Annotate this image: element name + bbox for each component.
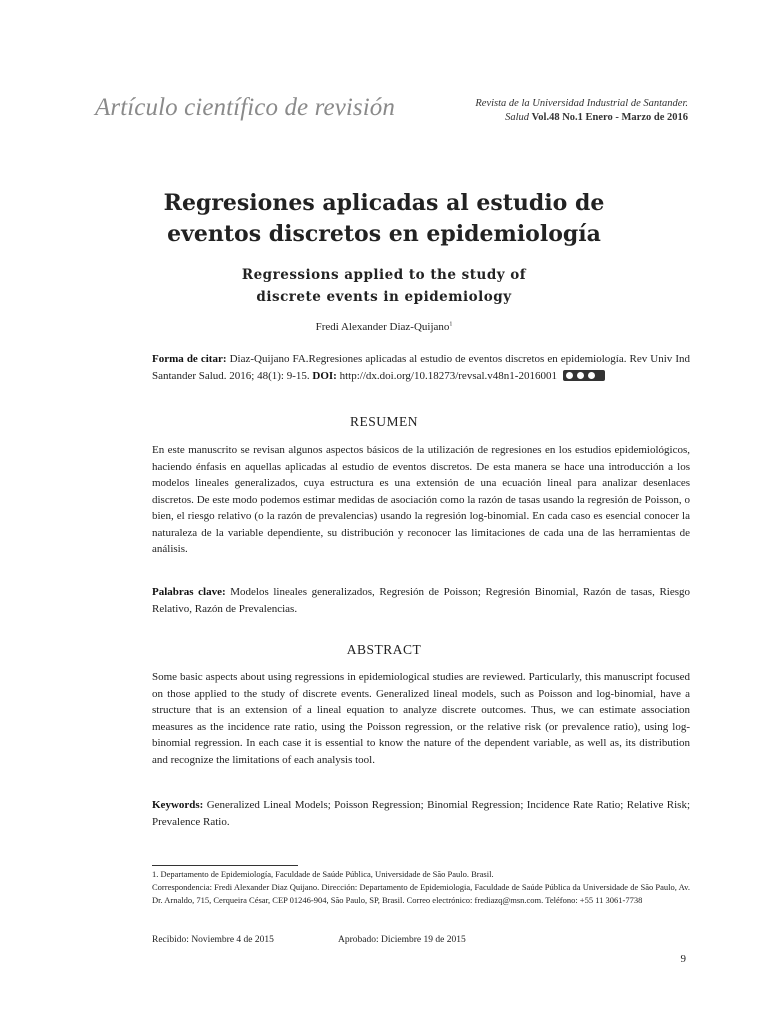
page-number: 9 <box>680 953 686 965</box>
keywords-text-en: Generalized Lineal Models; Poisson Regression; Binomial Regression; Incidence Rate Ratio; Relative Risk; Prevalence Ratio. <box>152 799 691 828</box>
author-name: Fredi Alexander Diaz-Quijano <box>315 321 450 333</box>
approved-date: Aprobado: Diciembre 19 de 2015 <box>338 935 466 945</box>
article-title <box>60 188 708 250</box>
subtitle-line-2: discrete events in epidemiology <box>256 289 512 305</box>
doi-link[interactable]: http://dx.doi.org/10.18273/revsal.v48n1-2016001 <box>339 370 557 382</box>
title-line-1: Regresiones aplicadas al estudio de <box>163 190 605 216</box>
received-date: Recibido: Noviembre 4 de 2015 <box>152 935 274 945</box>
author <box>60 321 708 333</box>
abstract-body: Some basic aspects about using regressions in epidemiological studies are reviewed. Particularly, this manuscript focused on those applied to the study of discrete events. Generalized lineal models, such as Poisson and log-binomial, have a structure that is an extension of a lineal equation to analyze discrete outcomes. Thus, we can estimate association measures as the incidence rate ratio, using the Poisson regression, or the relative risk (or prevalence ratio), using log-binomial regression. In each case it is essential to know the nature of the dependent variable, as well as, its distribution and recognize the limitations of each analysis tool. <box>152 671 690 766</box>
citation-block <box>152 351 690 385</box>
section-label: Artículo científico de revisión <box>95 94 396 121</box>
resumen-keywords <box>152 584 690 617</box>
subtitle-line-1: Regressions applied to the study of <box>241 267 527 283</box>
journal-info <box>475 97 688 125</box>
keywords-label-es: Palabras clave: <box>152 586 226 598</box>
article-subtitle <box>60 264 708 308</box>
citation-text: Diaz-Quijano FA.Regresiones aplicadas al estudio de eventos discretos en epidemiología. Rev Univ Ind Santander Salud. 2016; 48(1): 9-15. <box>152 353 691 382</box>
abstract-heading: ABSTRACT <box>346 642 422 657</box>
resumen-heading: RESUMEN <box>349 414 418 429</box>
journal-name: Salud <box>505 112 530 123</box>
author-affiliation-mark: 1 <box>449 321 453 328</box>
journal-line2 <box>475 111 688 125</box>
footnote-affiliation: 1. Departamento de Epidemiología, Faculdade de Saúde Pública, Universidade de São Paulo. Brasil. <box>152 869 494 879</box>
doi-label: DOI: <box>312 370 337 382</box>
title-line-2: eventos discretos en epidemiología <box>167 221 601 247</box>
journal-issue: Vol.48 No.1 Enero - Marzo de 2016 <box>531 112 688 123</box>
resumen-body: En este manuscrito se revisan algunos aspectos básicos de la utilización de regresiones en los estudios epidemiológicos, haciendo énfasis en aquellas aplicadas al estudio de eventos discretos. De esta manera se hace una introducción a los modelos lineales generalizados, cuya estructura es una extensión de una ecuación lineal para analizar desenlaces discretos. De este modo podemos estimar medidas de asociación como la razón de tasas usando la regresión de Poisson, o bien, el riesgo relativo (o la razón de prevalencias) usando la regresión log-binomial. En cada caso es esencial conocer la naturaleza de la variable dependiente, su distribución y reconocer las limitaciones de cada una de las herramientas de análisis. <box>152 444 690 555</box>
keywords-text-es: Modelos lineales generalizados, Regresión de Poisson; Regresión Binomial, Razón de tasas, Riesgo Relativo, Razón de Prevalencias. <box>152 586 690 615</box>
footnote-divider <box>152 865 298 866</box>
abstract-keywords <box>152 797 690 830</box>
citation-label: Forma de citar: <box>152 353 227 365</box>
journal-line1: Revista de la Universidad Industrial de Santander. <box>475 98 688 109</box>
keywords-label-en: Keywords: <box>152 799 204 811</box>
creative-commons-icon <box>563 370 605 381</box>
footnote-correspondence: Correspondencia: Fredi Alexander Diaz Quijano. Dirección: Departamento de Epidemiologia, Faculdade de Saúde Pública da Universidade de São Paulo, Av. Dr. Arnaldo, 715, Cerqueira César, CEP 01246-904, São Paulo, SP, Brasil. Correo electrónico: frediazq@msn.com. Teléfono: +55 11 3061-7738 <box>152 882 690 905</box>
